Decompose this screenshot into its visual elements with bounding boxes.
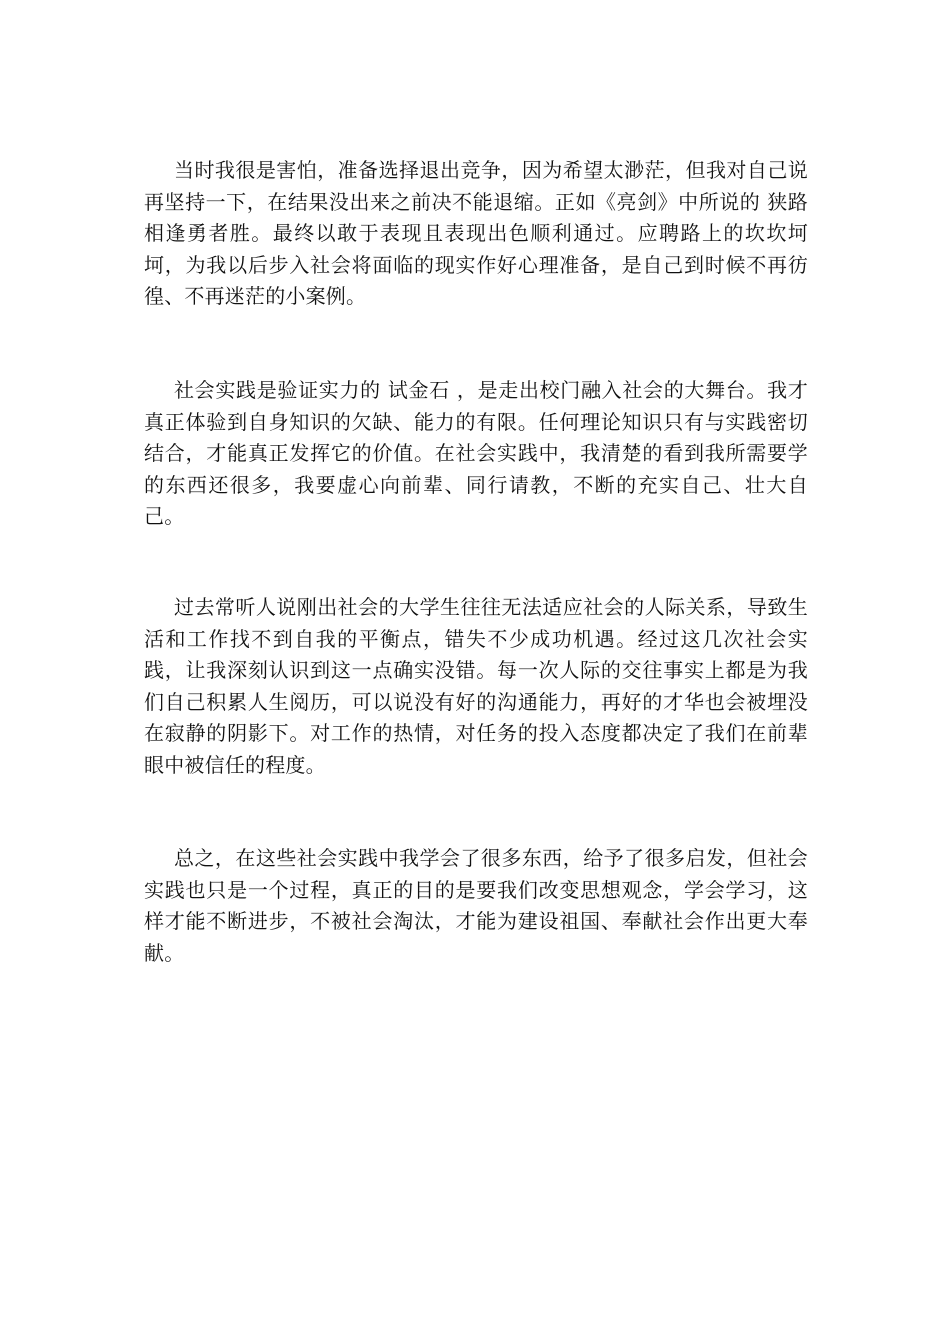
paragraph-3: 过去常听人说刚出社会的大学生往往无法适应社会的人际关系，导致生活和工作找不到自我的平衡点，错失不少成功机遇。经过这几次社会实践，让我深刻认识到这一点确实没错。每一次人际的交往事实上都是为我们自己积累人生阅历，可以说没有好的沟通能力，再好的才华也会被埋没在寂静的阴影下。对工作的热情，对任务的投入态度都决定了我们在前辈眼中被信任的程度。 [144, 595, 808, 777]
paragraph-4: 总之，在这些社会实践中我学会了很多东西，给予了很多启发，但社会实践也只是一个过程，真正的目的是要我们改变思想观念，学会学习，这样才能不断进步，不被社会淘汰，才能为建设祖国、奉献社会作出更大奉献。 [144, 846, 808, 965]
paragraph-2: 社会实践是验证实力的 试金石 ，是走出校门融入社会的大舞台。我才真正体验到自身知识的欠缺、能力的有限。任何理论知识只有与实践密切结合，才能真正发挥它的价值。在社会实践中，我清楚的看到我所需要学的东西还很多，我要虚心向前辈、同行请教，不断的充实自己、壮大自己。 [144, 378, 808, 528]
paragraph-1: 当时我很是害怕，准备选择退出竞争，因为希望太渺茫，但我对自己说再坚持一下，在结果没出来之前决不能退缩。正如《亮剑》中所说的 狭路相逢勇者胜。最终以敢于表现且表现出色顺利通过。应聘路上的坎坎坷坷，为我以后步入社会将面临的现实作好心理准备，是自己到时候不再彷徨、不再迷茫的小案例。 [144, 158, 808, 308]
